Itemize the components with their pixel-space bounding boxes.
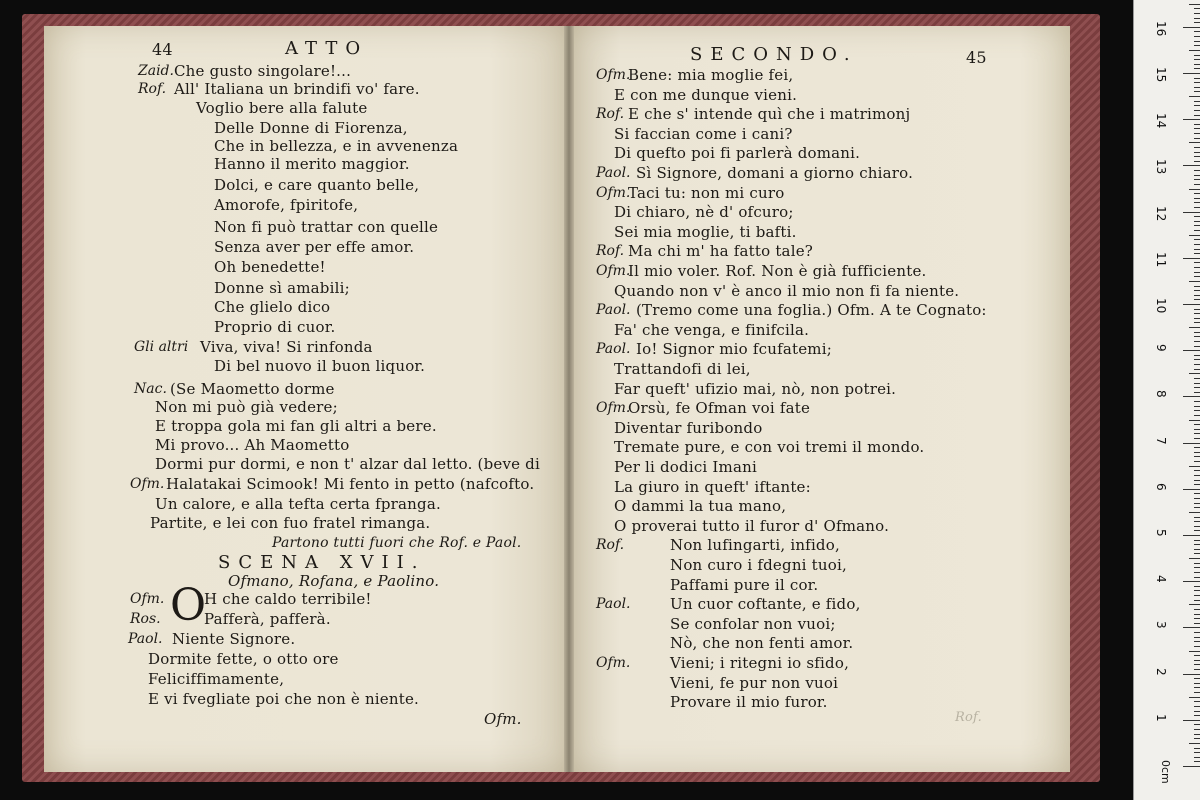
ruler-tick	[1194, 480, 1200, 481]
speaker-label: Rof.	[596, 243, 625, 260]
ruler-tick	[1194, 244, 1200, 245]
ruler-tick	[1194, 36, 1200, 37]
ruler-tick	[1194, 669, 1200, 670]
ruler-tick	[1194, 664, 1200, 665]
ruler-tick	[1194, 590, 1200, 591]
ruler-tick	[1194, 78, 1200, 79]
ruler-tick	[1183, 304, 1200, 305]
ruler-tick	[1194, 138, 1200, 139]
ruler-tick	[1194, 18, 1200, 19]
ruler-tick	[1194, 82, 1200, 83]
speaker-label: Paol.	[596, 302, 631, 319]
ruler-tick	[1194, 729, 1200, 730]
text-line: Halatakai Scimook! Mi fento in petto (nafcofto.	[166, 475, 535, 493]
ruler-number: 7	[1154, 436, 1168, 445]
left-catchword: Ofm.	[484, 710, 522, 728]
ruler-tick	[1194, 761, 1200, 762]
ruler-tick	[1194, 156, 1200, 157]
text-line: E vi fvegliate poi che non è niente.	[148, 690, 420, 708]
ruler-number: 16	[1154, 20, 1168, 37]
text-line: Niente Signore.	[172, 630, 296, 648]
ruler-tick	[1189, 327, 1200, 328]
ruler-tick	[1194, 318, 1200, 319]
ruler-tick	[1194, 170, 1200, 171]
ruler-tick	[1194, 530, 1200, 531]
text-line: Quando non v' è anco il mio non fi fa niente.	[614, 281, 960, 300]
stage-direction: Partono tutti fuori che Rof. e Paol.	[272, 535, 522, 551]
ruler-tick	[1194, 369, 1200, 370]
ruler-tick	[1194, 225, 1200, 226]
ruler-tick	[1194, 41, 1200, 42]
text-line: Dormite fette, o otto ore	[148, 650, 339, 668]
ruler-tick	[1194, 202, 1200, 203]
text-line: Dolci, e care quanto belle,	[214, 176, 420, 194]
left-running-head: ATTO	[285, 38, 369, 59]
ruler-tick	[1194, 687, 1200, 688]
ruler-tick	[1183, 720, 1200, 721]
ruler-tick	[1194, 724, 1200, 725]
ruler-tick	[1194, 424, 1200, 425]
ruler-number: 10	[1154, 298, 1168, 314]
ruler-tick	[1189, 604, 1200, 605]
ruler-tick	[1194, 198, 1200, 199]
text-line: Tremate pure, e con voi tremi il mondo.	[614, 438, 925, 457]
ruler-tick	[1189, 651, 1200, 652]
ruler-tick	[1194, 216, 1200, 217]
text-line: E con me dunque vieni.	[614, 85, 798, 104]
text-line: Un cuor coftante, e fido,	[670, 595, 861, 614]
ruler-tick	[1194, 193, 1200, 194]
ruler-tick	[1194, 475, 1200, 476]
ruler-tick	[1194, 734, 1200, 735]
text-line: Diventar furibondo	[614, 418, 763, 437]
text-line: Che gusto singolare!...	[174, 62, 352, 80]
right-page-number: 45	[966, 48, 987, 67]
speaker-label: Nac.	[134, 381, 167, 397]
ruler-tick	[1183, 73, 1200, 74]
ruler-tick	[1194, 572, 1200, 573]
text-line: Dormi pur dormi, e non t' alzar dal letto. (beve di	[155, 455, 540, 473]
text-line: La giuro in queft' iftante:	[614, 477, 811, 496]
ruler-tick	[1194, 355, 1200, 356]
ruler-tick	[1194, 406, 1200, 407]
ruler-unit: 0cm	[1159, 760, 1172, 784]
text-line: Hanno il merito maggior.	[214, 155, 410, 173]
ruler-tick	[1194, 493, 1200, 494]
text-line: Voglio bere alla falute	[196, 99, 368, 117]
ruler-tick	[1194, 549, 1200, 550]
ruler-tick	[1189, 558, 1200, 559]
ruler-number: 5	[1154, 529, 1168, 537]
ruler-number: 11	[1154, 251, 1168, 268]
ruler-tick	[1194, 415, 1200, 416]
ruler-number: 9	[1154, 344, 1168, 352]
ruler-tick	[1194, 341, 1200, 342]
ruler-tick	[1194, 253, 1200, 254]
ruler-tick	[1194, 175, 1200, 176]
ruler-tick	[1183, 350, 1200, 351]
text-line: Bene: mia moglie fei,	[628, 66, 794, 84]
speaker-label: Zaid.	[138, 63, 174, 79]
ruler-tick	[1194, 438, 1200, 439]
ruler-tick	[1194, 364, 1200, 365]
ruler-tick	[1194, 701, 1200, 702]
ruler-tick	[1194, 632, 1200, 633]
ruler-tick	[1189, 96, 1200, 97]
ruler-tick	[1189, 743, 1200, 744]
ruler-tick	[1194, 692, 1200, 693]
ruler-tick	[1194, 452, 1200, 453]
ruler-number: 4	[1154, 575, 1168, 583]
ruler-tick	[1194, 637, 1200, 638]
text-line: (Se Maometto dorme	[170, 380, 335, 398]
ruler-tick	[1194, 401, 1200, 402]
text-line: Amorofe, fpiritofe,	[214, 196, 359, 214]
ruler-tick	[1194, 577, 1200, 578]
text-line: Trattandofi di lei,	[614, 360, 751, 378]
text-line: Delle Donne di Fiorenza,	[214, 119, 408, 137]
text-line: Se confolar non vuoi;	[670, 614, 836, 633]
ruler-tick	[1183, 766, 1200, 767]
right-catchword: Rof.	[955, 710, 982, 725]
ruler-tick	[1194, 230, 1200, 231]
ruler-tick	[1194, 655, 1200, 656]
ruler-tick	[1194, 429, 1200, 430]
text-line: Io! Signor mio fcufatemi;	[636, 340, 832, 359]
book-gutter	[564, 26, 574, 772]
ruler-tick	[1183, 27, 1200, 28]
ruler-tick	[1194, 507, 1200, 508]
ruler-tick	[1194, 91, 1200, 92]
ruler-tick	[1194, 553, 1200, 554]
text-line: Ma chi m' ha fatto tale?	[628, 242, 814, 261]
ruler-tick	[1194, 748, 1200, 749]
ruler-tick	[1194, 433, 1200, 434]
ruler-tick	[1194, 623, 1200, 624]
ruler-number: 15	[1154, 67, 1168, 83]
ruler-tick	[1183, 212, 1200, 213]
ruler-tick	[1194, 299, 1200, 300]
text-line: Non lufingarti, infido,	[670, 536, 840, 555]
text-line: Proprio di cuor.	[214, 318, 336, 336]
text-line: Non fi può trattar con quelle	[214, 218, 439, 236]
ruler-tick	[1194, 207, 1200, 208]
ruler-tick	[1183, 535, 1200, 536]
text-line: Vieni; i ritegni io sfido,	[670, 654, 850, 672]
text-line: Per li dodici Imani	[614, 458, 757, 476]
speaker-label: Paol.	[128, 631, 163, 647]
ruler-tick	[1194, 322, 1200, 323]
measuring-ruler	[1133, 0, 1200, 800]
scene-characters: Ofmano, Rofana, e Paolino.	[228, 572, 440, 590]
ruler-tick	[1194, 586, 1200, 587]
ruler-tick	[1194, 387, 1200, 388]
ruler-tick	[1194, 641, 1200, 642]
text-line: Non mi può già vedere;	[155, 398, 338, 416]
ruler-tick	[1194, 600, 1200, 601]
ruler-tick	[1194, 332, 1200, 333]
ruler-tick	[1194, 346, 1200, 347]
text-line: Oh benedette!	[214, 258, 326, 276]
ruler-tick	[1194, 267, 1200, 268]
text-line: H che caldo terribile!	[204, 590, 372, 608]
ruler-tick	[1194, 470, 1200, 471]
text-line: Senza aver per effe amor.	[214, 238, 415, 256]
ruler-tick	[1194, 336, 1200, 337]
ruler-number: 14	[1154, 113, 1168, 129]
text-line: All' Italiana un brindifi vo' fare.	[174, 80, 420, 98]
ruler-number: 2	[1154, 667, 1168, 676]
ruler-tick	[1189, 281, 1200, 282]
ruler-tick	[1194, 757, 1200, 758]
ruler-number: 6	[1154, 482, 1168, 491]
ruler-tick	[1194, 563, 1200, 564]
ruler-tick	[1189, 142, 1200, 143]
drop-cap: O	[170, 580, 207, 631]
ruler-tick	[1194, 646, 1200, 647]
speaker-label: Paol.	[596, 165, 631, 181]
ruler-tick	[1194, 13, 1200, 14]
ruler-tick	[1194, 272, 1200, 273]
ruler-tick	[1194, 133, 1200, 134]
ruler-tick	[1183, 489, 1200, 490]
ruler-tick	[1183, 165, 1200, 166]
ruler-tick	[1189, 697, 1200, 698]
ruler-tick	[1194, 290, 1200, 291]
ruler-tick	[1194, 179, 1200, 180]
ruler-tick	[1194, 59, 1200, 60]
text-line: Viva, viva! Si rinfonda	[200, 338, 373, 356]
ruler-tick	[1183, 119, 1200, 120]
ruler-tick	[1194, 295, 1200, 296]
ruler-tick	[1194, 383, 1200, 384]
ruler-tick	[1189, 235, 1200, 236]
text-line: Taci tu: non mi curo	[628, 183, 785, 202]
ruler-tick	[1189, 4, 1200, 5]
ruler-tick	[1194, 161, 1200, 162]
speaker-label: Ofm.	[596, 400, 631, 417]
ruler-tick	[1194, 221, 1200, 222]
speaker-label: Rof.	[596, 106, 625, 123]
text-line: (Tremo come una foglia.) Ofm. A te Cognato:	[636, 301, 987, 320]
ruler-tick	[1194, 68, 1200, 69]
text-line: Vieni, fe pur non vuoi	[670, 673, 839, 692]
ruler-tick	[1194, 392, 1200, 393]
text-line: Di quefto poi fi parlerà domani.	[614, 144, 861, 163]
ruler-tick	[1189, 189, 1200, 190]
ruler-tick	[1194, 609, 1200, 610]
ruler-tick	[1194, 147, 1200, 148]
text-line: E che s' intende quì che i matrimonj	[628, 105, 911, 124]
ruler-tick	[1183, 443, 1200, 444]
ruler-tick	[1194, 526, 1200, 527]
text-line: Feliciffimamente,	[148, 670, 285, 688]
text-line: Mi provo... Ah Maometto	[155, 436, 350, 454]
text-line: O proverai tutto il furor d' Ofmano.	[614, 516, 890, 535]
ruler-number: 8	[1154, 390, 1168, 399]
ruler-tick	[1194, 286, 1200, 287]
ruler-tick	[1183, 396, 1200, 397]
text-line: Paffami pure il cor.	[670, 575, 819, 594]
speaker-label: Rof.	[596, 537, 625, 554]
ruler-tick	[1194, 521, 1200, 522]
speaker-label: Ros.	[130, 611, 161, 627]
speaker-label: Ofm.	[130, 591, 165, 607]
ruler-tick	[1194, 461, 1200, 462]
ruler-tick	[1194, 503, 1200, 504]
ruler-tick	[1194, 105, 1200, 106]
ruler-tick	[1189, 420, 1200, 421]
ruler-tick	[1194, 715, 1200, 716]
ruler-tick	[1194, 239, 1200, 240]
text-line: Nò, che non fenti amor.	[670, 634, 854, 653]
ruler-tick	[1194, 660, 1200, 661]
ruler-tick	[1194, 484, 1200, 485]
ruler-tick	[1194, 378, 1200, 379]
speaker-label: Ofm.	[596, 184, 631, 201]
ruler-tick	[1194, 678, 1200, 679]
text-line: Fa' che venga, e finifcila.	[614, 320, 810, 339]
ruler-number: 12	[1154, 205, 1168, 221]
left-page-number: 44	[152, 40, 173, 59]
text-line: Pafferà, pafferà.	[204, 610, 331, 628]
ruler-tick	[1189, 466, 1200, 467]
text-line: Sì Signore, domani a giorno chiaro.	[636, 164, 914, 182]
ruler-tick	[1194, 8, 1200, 9]
speaker-label: Ofm.	[596, 263, 631, 279]
text-line: Non curo i fdegni tuoi,	[670, 556, 847, 574]
text-line: Provare il mio furor.	[670, 693, 828, 712]
ruler-tick	[1189, 50, 1200, 51]
ruler-tick	[1194, 456, 1200, 457]
ruler-number: 13	[1154, 159, 1168, 175]
ruler-tick	[1189, 512, 1200, 513]
ruler-tick	[1194, 124, 1200, 125]
speaker-label: Ofm.	[596, 655, 631, 671]
right-running-head: SECONDO.	[690, 44, 858, 65]
ruler-tick	[1194, 752, 1200, 753]
ruler-tick	[1183, 258, 1200, 259]
ruler-number: 3	[1154, 621, 1168, 630]
text-line: Di chiaro, nè d' ofcuro;	[614, 203, 794, 222]
ruler-tick	[1194, 128, 1200, 129]
text-line: Che glielo dico	[214, 298, 331, 316]
ruler-tick	[1194, 276, 1200, 277]
scene-heading: SCENA XVII.	[218, 552, 426, 573]
ruler-tick	[1194, 87, 1200, 88]
ruler-tick	[1194, 567, 1200, 568]
text-line: E troppa gola mi fan gli altri a bere.	[155, 417, 437, 435]
ruler-tick	[1194, 595, 1200, 596]
ruler-tick	[1194, 447, 1200, 448]
text-line: Orsù, fe Ofman voi fate	[628, 399, 811, 418]
ruler-tick	[1194, 184, 1200, 185]
text-line: O dammi la tua mano,	[614, 497, 787, 516]
ruler-tick	[1194, 683, 1200, 684]
ruler-tick	[1194, 22, 1200, 23]
text-line: Si faccian come i cani?	[614, 124, 793, 143]
ruler-tick	[1194, 410, 1200, 411]
text-line: Far queft' ufizio mai, nò, non potrei.	[614, 379, 897, 398]
ruler-tick	[1194, 313, 1200, 314]
ruler-tick	[1194, 738, 1200, 739]
ruler-tick	[1183, 581, 1200, 582]
ruler-tick	[1194, 498, 1200, 499]
speaker-label: Gli altri	[134, 339, 189, 355]
speaker-label: Rof.	[138, 81, 167, 97]
ruler-tick	[1194, 152, 1200, 153]
ruler-tick	[1194, 711, 1200, 712]
ruler-number: 1	[1154, 713, 1168, 722]
ruler-tick	[1194, 115, 1200, 116]
ruler-tick	[1183, 627, 1200, 628]
ruler-tick	[1194, 45, 1200, 46]
ruler-tick	[1194, 101, 1200, 102]
ruler-tick	[1194, 31, 1200, 32]
ruler-tick	[1194, 64, 1200, 65]
ruler-tick	[1194, 544, 1200, 545]
text-line: Di bel nuovo il buon liquor.	[214, 357, 426, 375]
text-line: Un calore, e alla tefta certa fpranga.	[155, 495, 441, 513]
ruler-tick	[1194, 249, 1200, 250]
speaker-label: Paol.	[596, 341, 631, 358]
text-line: Sei mia moglie, ti bafti.	[614, 222, 797, 241]
text-line: Donne sì amabili;	[214, 279, 350, 297]
speaker-label: Ofm.	[130, 476, 165, 492]
ruler-tick	[1194, 706, 1200, 707]
ruler-tick	[1189, 373, 1200, 374]
speaker-label: Paol.	[596, 596, 631, 613]
ruler-tick	[1194, 110, 1200, 111]
speaker-label: Ofm.	[596, 67, 631, 83]
ruler-tick	[1194, 540, 1200, 541]
text-line: Il mio voler. Rof. Non è già fufficiente.	[628, 262, 927, 280]
text-line: Partite, e lei con fuo fratel rimanga.	[150, 514, 431, 532]
ruler-tick	[1183, 674, 1200, 675]
ruler-tick	[1194, 262, 1200, 263]
ruler-tick	[1194, 309, 1200, 310]
ruler-tick	[1194, 614, 1200, 615]
ruler-tick	[1194, 517, 1200, 518]
text-line: Che in bellezza, e in avvenenza	[214, 137, 459, 155]
ruler-tick	[1194, 618, 1200, 619]
ruler-tick	[1194, 55, 1200, 56]
ruler-tick	[1194, 359, 1200, 360]
